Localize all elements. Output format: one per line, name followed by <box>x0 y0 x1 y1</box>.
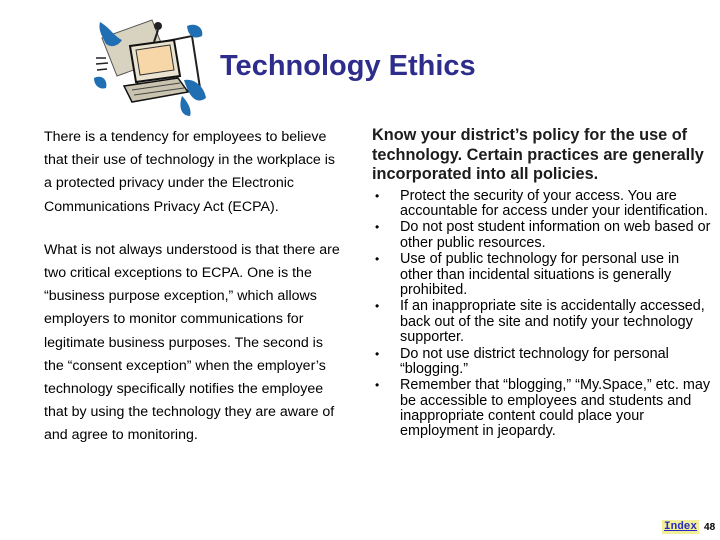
policy-intro: Know your district’s policy for the use of technology. Certain practices are generally incorporated into all policies. <box>372 126 704 183</box>
intro-paragraph: There is a tendency for employees to believe that their use of technology in the workplace is a protected privacy under the Electronic Communications Privacy Act (ECPA). <box>44 129 336 215</box>
bullet-text: Do not use district technology for personal “blogging.” <box>400 345 669 377</box>
page-number: 48 <box>704 521 716 533</box>
bullet-text: Use of public technology for personal use in other than incidental situations is generally prohibited. <box>400 251 680 298</box>
slide-title: Technology Ethics <box>220 50 476 82</box>
bullet-icon: • <box>375 299 380 314</box>
list-item <box>372 189 712 219</box>
left-column <box>44 126 344 448</box>
exceptions-paragraph: What is not always understood is that there are two critical exceptions to ECPA. One is the “business purpose exception,” which allows employers to monitor communications for legitimate business purposes. The second is the “consent exception” when the employer’s technology specifically notifies the employee that by using the technology they are aware of and agree to monitoring. <box>44 241 340 444</box>
right-column <box>372 126 712 441</box>
list-item <box>372 220 712 250</box>
bullet-icon: • <box>375 220 380 235</box>
list-item <box>372 252 712 298</box>
computer-user-clipart-icon <box>92 18 210 118</box>
bullet-text: Protect the security of your access. You are accountable for access under your identification. <box>400 187 708 219</box>
list-item <box>372 347 712 377</box>
list-item <box>372 299 712 345</box>
bullet-text: Do not post student information on web based or other public resources. <box>400 219 711 251</box>
list-item <box>372 378 712 439</box>
bullet-icon: • <box>375 378 380 393</box>
bullet-icon: • <box>375 188 380 203</box>
policy-bullet-list <box>372 189 712 440</box>
bullet-icon: • <box>375 252 380 267</box>
bullet-text: If an inappropriate site is accidentally accessed, back out of the site and notify your technology supporter. <box>400 298 705 345</box>
bullet-icon: • <box>375 346 380 361</box>
bullet-text: Remember that “blogging,” “My.Space,” etc. may be accessible to employees and students and inappropriate content could place your employment in jeopardy. <box>400 377 711 440</box>
slide-footer <box>662 520 715 534</box>
index-link[interactable]: Index <box>664 521 698 533</box>
